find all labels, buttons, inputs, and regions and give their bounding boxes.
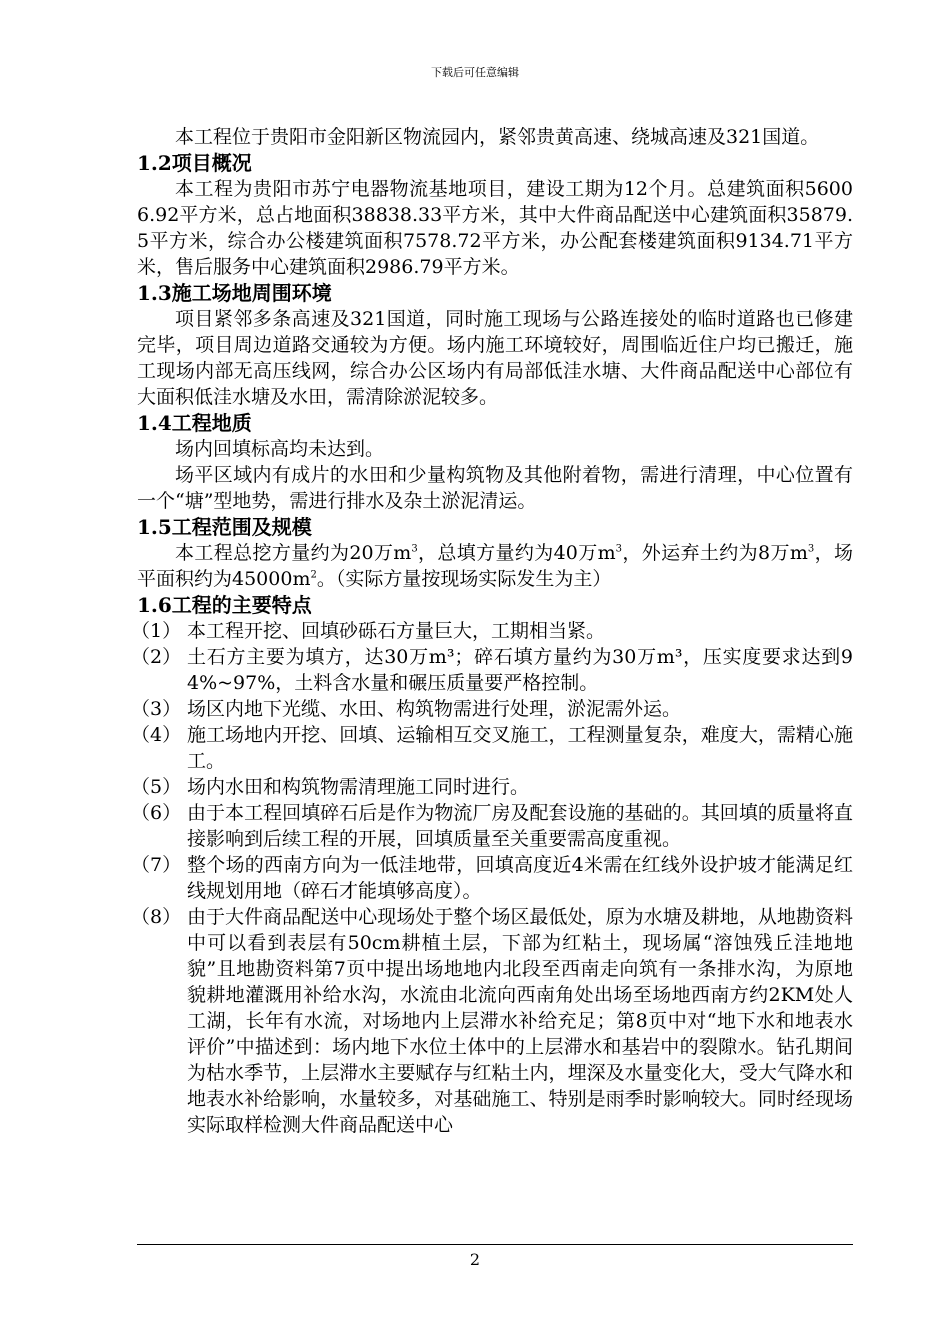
section-heading-1-4: 1.4工程地质 [137, 411, 252, 435]
list-item-number: （2） [131, 646, 182, 668]
text-run: 本工程总挖方量约为20万m [175, 542, 412, 564]
list-item [131, 618, 853, 644]
list-item [131, 800, 853, 852]
footer-divider [137, 1244, 853, 1245]
intro-paragraph: 本工程位于贵阳市金阳新区物流园内，紧邻贵黄高速、绕城高速及321国道。 [175, 126, 820, 148]
list-item-number: （4） [131, 724, 182, 746]
list-item [131, 904, 853, 1138]
list-item-number: （7） [131, 854, 182, 876]
list-item [131, 774, 853, 800]
list-item-number: （8） [131, 906, 182, 928]
list-item-text: 由于大件商品配送中心现场处于整个场区最低处，原为水塘及耕地，从地勘资料中可以看到表层有50cm耕植土层，下部为红粘土，现场属“溶蚀残丘洼地地貌”且地勘资料第7页中提出场地地内北段至西南走向筑有一条排水沟，为原地貌耕地灌溉用补给水沟，水流由北流向西南角处出场至场地西南方约2KM处人工湖，长年有水流，对场地内上层滞水补给充足；第8页中对“地下水和地表水评价”中描述到：场内地下水位土体中的上层滞水和基岩中的裂隙水。钻孔期间为枯水季节，上层滞水主要赋存与红粘土内，埋深及水量变化大，受大气降水和地表水补给影响，水量较多，对基础施工、特别是雨季时影响较大。同时经现场实际取样检测大件商品配送中心 [187, 906, 853, 1136]
list-item-text: 场内水田和构筑物需清理施工同时进行。 [187, 776, 530, 798]
list-item [131, 722, 853, 774]
list-item [131, 644, 853, 696]
document-body [131, 124, 853, 1138]
section-heading-1-2: 1.2项目概况 [137, 151, 252, 175]
list-item-text: 本工程开挖、回填砂砾石方量巨大，工期相当紧。 [187, 620, 606, 642]
section-1-5-paragraph [137, 540, 853, 592]
superscript: 3 [615, 543, 622, 555]
list-item-number: （3） [131, 698, 182, 720]
list-item-text: 由于本工程回填碎石后是作为物流厂房及配套设施的基础的。其回填的质量将直接影响到后续工程的开展，回填质量至关重要需高度重视。 [187, 802, 853, 850]
list-item [131, 852, 853, 904]
page-number: 2 [469, 1250, 481, 1269]
section-1-4-paragraph-2: 场平区域内有成片的水田和少量构筑物及其他附着物，需进行清理，中心位置有一个“塘”型地势，需进行排水及杂土淤泥清运。 [137, 464, 853, 512]
list-item-number: （1） [131, 620, 182, 642]
section-heading-1-6: 1.6工程的主要特点 [137, 593, 312, 617]
text-run: ，总填方量约为40万m [417, 542, 616, 564]
list-item-number: （5） [131, 776, 182, 798]
list-item [131, 696, 853, 722]
list-item-number: （6） [131, 802, 182, 824]
section-heading-1-5: 1.5工程范围及规模 [137, 515, 312, 539]
list-item-text: 整个场的西南方向为一低洼地带，回填高度近4米需在红线外设护坡才能满足红线规划用地（碎石才能填够高度）。 [187, 854, 853, 902]
superscript: 3 [411, 543, 418, 555]
section-1-4-paragraph-1: 场内回填标高均未达到。 [175, 438, 385, 460]
list-item-text: 土石方主要为填方，达30万m³；碎石填方量约为30万m³，压实度要求达到94%~97%，土料含水量和碾压质量要严格控制。 [187, 646, 853, 694]
text-run: ，场平面积约为45000m [137, 542, 853, 590]
text-run: 。（实际方量按现场实际发生为主） [316, 568, 612, 590]
page-header: 下载后可任意编辑 [431, 66, 519, 79]
superscript: 3 [807, 543, 815, 555]
section-1-2-paragraph: 本工程为贵阳市苏宁电器物流基地项目，建设工期为12个月。总建筑面积56006.92平方米，总占地面积38838.33平方米，其中大件商品配送中心建筑面积35879.5平方米，综合办公楼建筑面积7578.72平方米，办公配套楼建筑面积9134.71平方米，售后服务中心建筑面积2986.79平方米。 [137, 178, 853, 278]
section-heading-1-3: 1.3施工场地周围环境 [137, 281, 332, 305]
text-run: ，外运弃土约为8万m [622, 542, 808, 564]
superscript: 2 [310, 569, 317, 581]
list-item-text: 施工场地内开挖、回填、运输相互交叉施工，工程测量复杂，难度大，需精心施工。 [187, 724, 853, 772]
section-1-3-paragraph: 项目紧邻多条高速及321国道，同时施工现场与公路连接处的临时道路也已修建完毕，项目周边道路交通较为方便。场内施工环境较好，周围临近住户均已搬迁，施工现场内部无高压线网，综合办公区场内有局部低洼水塘、大件商品配送中心部位有大面积低洼水塘及水田，需清除淤泥较多。 [137, 308, 853, 408]
list-item-text: 场区内地下光缆、水田、构筑物需进行处理，淤泥需外运。 [187, 698, 682, 720]
